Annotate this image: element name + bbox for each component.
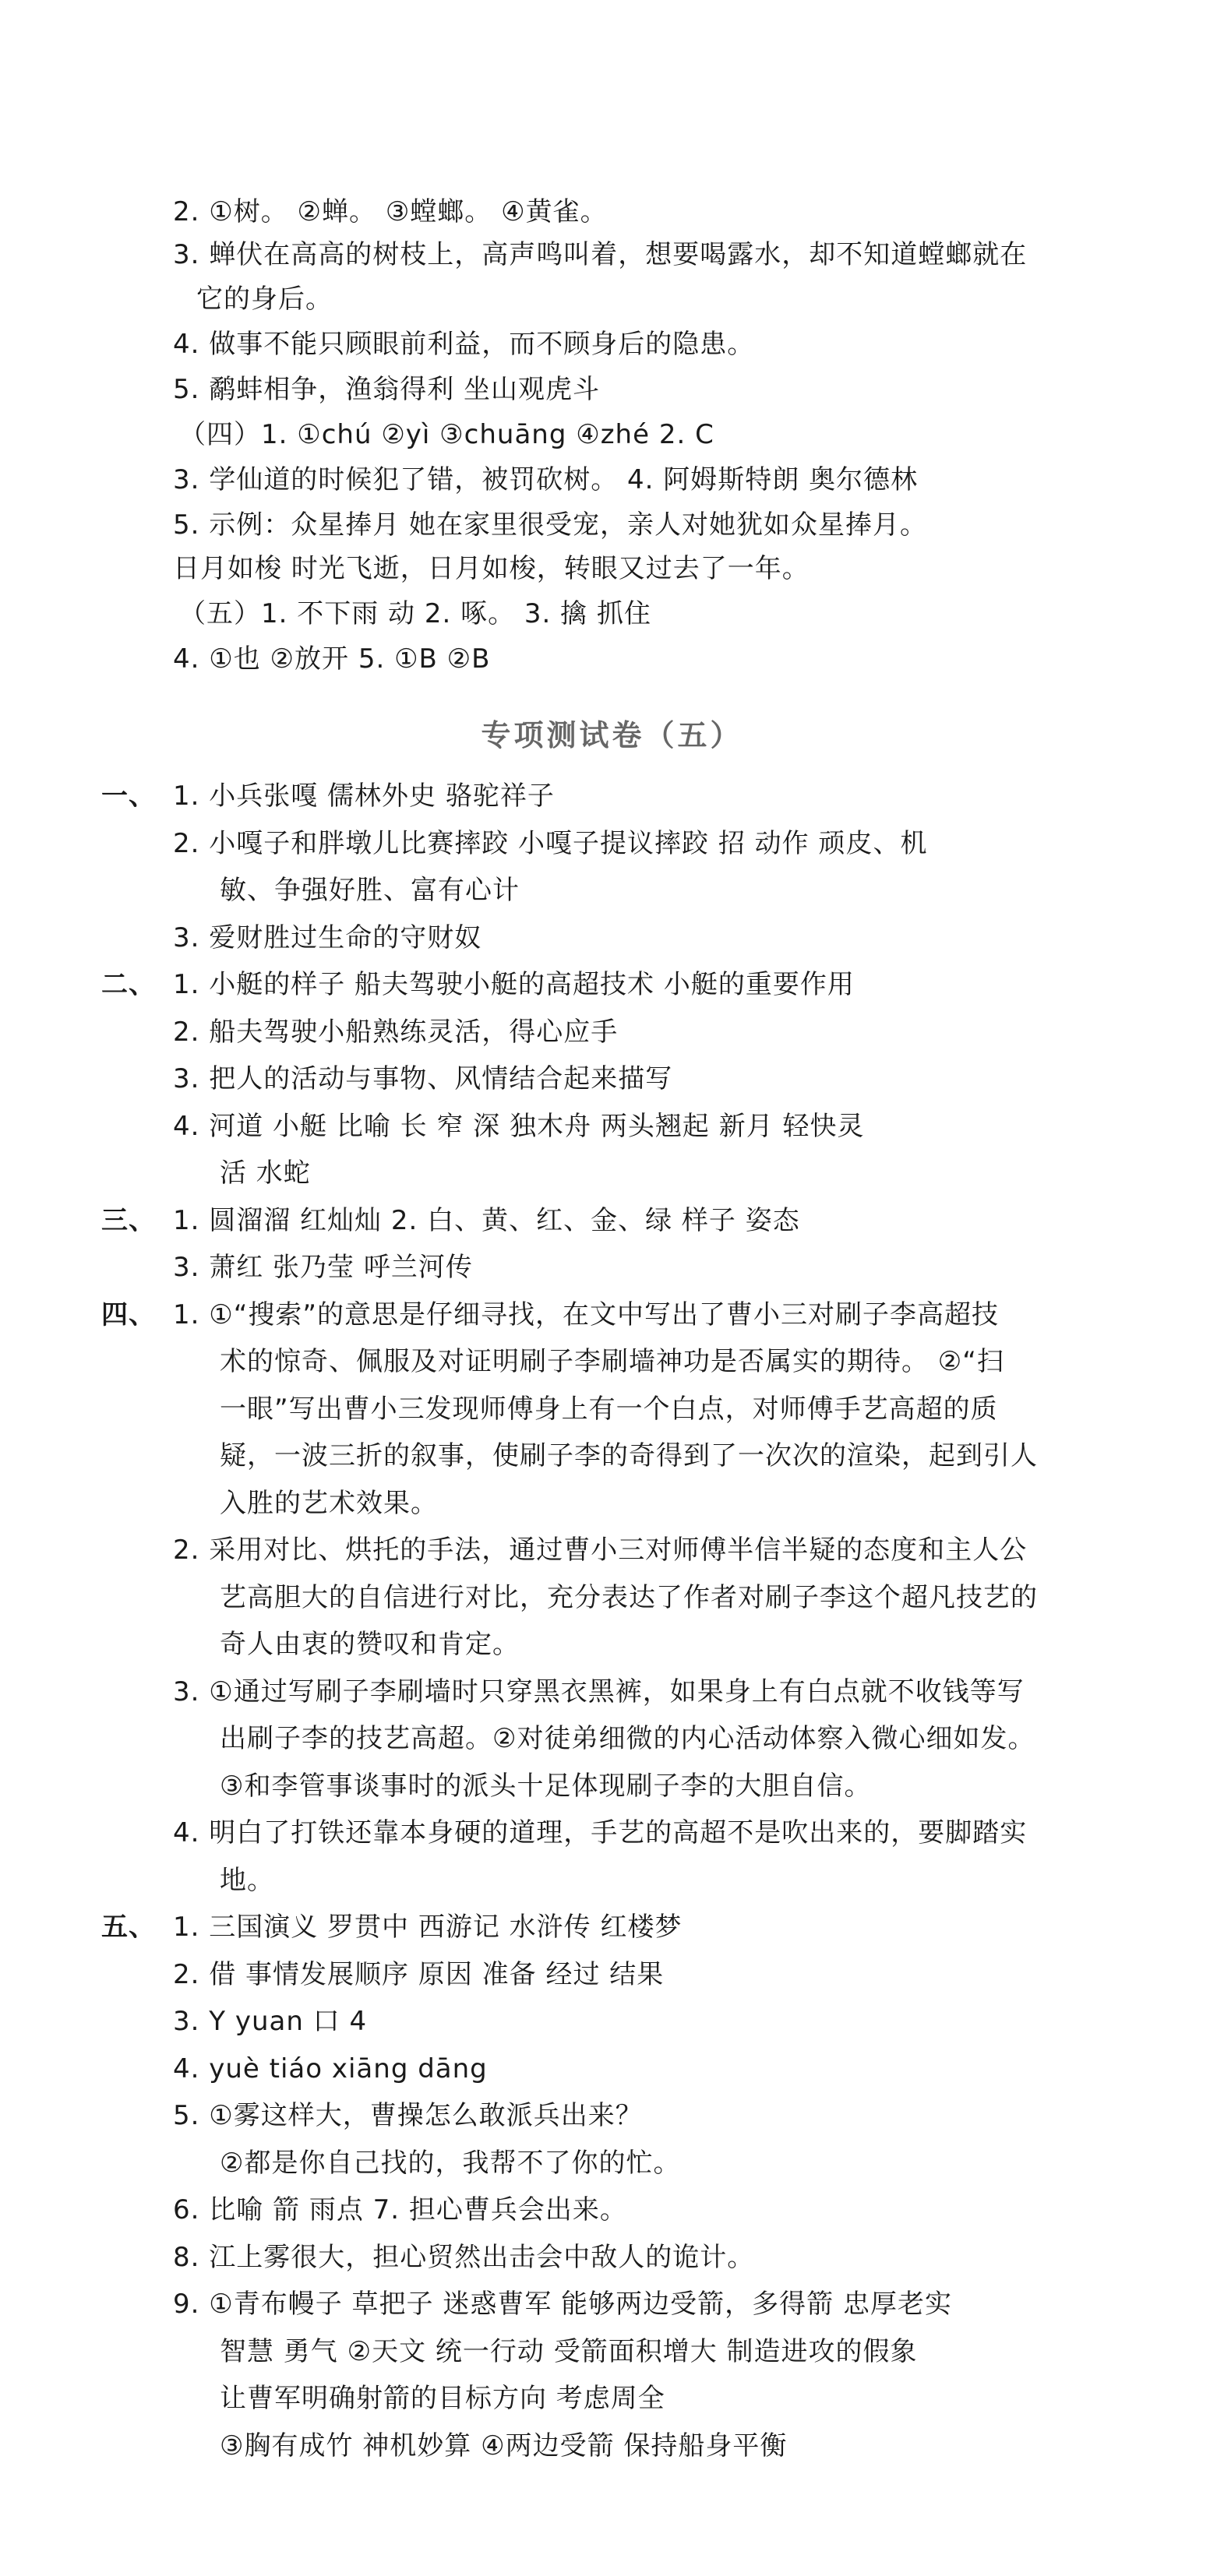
answer-line (220, 2335, 918, 2369)
question-number: 四、 (101, 1299, 156, 1330)
question-number: 三、 (101, 1205, 156, 1236)
answer-line (220, 1344, 1004, 1379)
answer-line (220, 873, 520, 907)
answer-text: 让曹军明确射箭的目标方向 考虑周全 (220, 2383, 665, 2414)
answer-line (101, 967, 855, 1002)
answer-text: 艺高胆大的自信进行对比，充分表达了作者对刷子李这个超凡技艺的 (220, 1582, 1038, 1613)
answer-line: 它的身后。 (196, 284, 333, 315)
answer-line (220, 2381, 665, 2416)
answer-line (173, 1062, 672, 1096)
answer-text: 一眼”写出曹小三发现师傅身上有一个白点，对师傅手艺高超的质 (220, 1394, 998, 1425)
answer-text: 3. 萧红 张乃莹 呼兰河传 (173, 1252, 473, 1283)
answer-line (101, 779, 555, 813)
answer-text: 3. 爱财胜过生命的守财奴 (173, 922, 482, 953)
answer-line (220, 1863, 274, 1898)
question-number: 一、 (101, 781, 156, 812)
answer-line (173, 2287, 952, 2321)
answer-line (173, 2240, 754, 2275)
answer-text: 3. Y yuan 口 4 (173, 2006, 368, 2037)
answer-text: 2. 小嘎子和胖墩儿比赛摔跤 小嘎子提议摔跤 招 动作 顽皮、机 (173, 828, 928, 859)
answer-text: 术的惊奇、佩服及对证明刷子李刷墙神功是否属实的期待。 ②“扫 (220, 1346, 1004, 1377)
answer-line (220, 2146, 680, 2180)
answer-text: 2. 采用对比、烘托的手法，通过曹小三对师傅半信半疑的态度和主人公 (173, 1535, 1028, 1566)
section-heading: 专项测试卷（五） (481, 718, 743, 752)
answer-line: 3. 学仙道的时候犯了错，被罚砍树。 4. 阿姆斯特朗 奥尔德林 (173, 464, 919, 495)
answer-text: 1. 小兵张嘎 儒林外史 骆驼祥子 (173, 781, 555, 812)
answer-text: 4. 明白了打铁还靠本身硬的道理，手艺的高超不是吹出来的，要脚踏实 (173, 1817, 1028, 1848)
answer-line (173, 2004, 367, 2039)
answer-text: 3. 把人的活动与事物、风情结合起来描写 (173, 1063, 673, 1094)
answer-text: 1. 小艇的样子 船夫驾驶小艇的高超技术 小艇的重要作用 (173, 969, 855, 1000)
answer-line (101, 1298, 999, 1332)
answer-text: 智慧 勇气 ②天文 统一行动 受箭面积增大 制造进攻的假象 (220, 2336, 918, 2367)
answer-line: 5. 鹬蚌相争，渔翁得利 坐山观虎斗 (173, 374, 601, 405)
answer-text: 5. ①雾这样大，曹操怎么敢派兵出来？ (173, 2100, 643, 2131)
answer-text: 1. ①“搜索”的意思是仔细寻找，在文中写出了曹小三对刷子李高超技 (173, 1299, 999, 1330)
answer-line: 4. 做事不能只顾眼前利益，而不顾身后的隐患。 (173, 329, 755, 360)
answer-line: 4. ①也 ②放开 5. ①B ②B (173, 643, 491, 675)
answer-line (101, 1910, 683, 1944)
answer-text: 4. 河道 小艇 比喻 长 窄 深 独木舟 两头翘起 新月 轻快灵 (173, 1111, 865, 1142)
answer-line (220, 1439, 1038, 1473)
answer-text: ③胸有成竹 神机妙算 ④两边受箭 保持船身平衡 (220, 2430, 788, 2461)
answer-text: 疑，一波三折的叙事，使刷子李的奇得到了一次次的渲染，起到引人 (220, 1440, 1038, 1471)
answer-text: 入胜的艺术效果。 (220, 1488, 438, 1519)
answer-text: 2. 借 事情发展顺序 原因 准备 经过 结果 (173, 1959, 665, 1990)
answer-line: （四）1. ①chú ②yì ③chuāng ④zhé 2. C (179, 419, 714, 450)
answer-text: ③和李管事谈事时的派头十足体现刷子李的大胆自信。 (220, 1771, 872, 1802)
answer-text: 6. 比喻 箭 雨点 7. 担心曹兵会出来。 (173, 2194, 627, 2225)
answer-text: 地。 (220, 1865, 274, 1896)
answer-text: 9. ①青布幔子 草把子 迷惑曹军 能够两边受箭，多得箭 忠厚老实 (173, 2289, 952, 2320)
answer-line (101, 1203, 800, 1238)
answer-line (173, 1109, 865, 1144)
answer-line: 2. ①树。 ②蝉。 ③螳螂。 ④黄雀。 (173, 196, 608, 227)
answer-line (173, 921, 481, 955)
answer-line (220, 1627, 520, 1662)
answer-line: 5. 示例：众星捧月 她在家里很受宠，亲人对她犹如众星捧月。 (173, 509, 928, 541)
answer-text: 2. 船夫驾驶小船熟练灵活，得心应手 (173, 1017, 619, 1048)
answer-line (173, 2193, 627, 2227)
answer-line (173, 1675, 1025, 1709)
answer-line: 3. 蝉伏在高高的树枝上，高声鸣叫着，想要喝露水，却不知道螳螂就在 (173, 239, 1028, 270)
question-number: 五、 (101, 1912, 156, 1943)
answer-line (220, 1721, 1035, 1756)
answer-line (173, 1958, 664, 1992)
answer-text: 奇人由衷的赞叹和肯定。 (220, 1629, 520, 1660)
answer-line (220, 1486, 438, 1521)
answer-line (173, 1250, 473, 1284)
answer-line (220, 1156, 311, 1190)
answer-line (173, 2099, 643, 2133)
answer-text: 8. 江上雾很大，担心贸然出击会中敌人的诡计。 (173, 2242, 755, 2273)
answer-line (173, 1015, 618, 1049)
answer-text: 出刷子李的技艺高超。②对徒弟细微的内心活动体察入微心细如发。 (220, 1723, 1035, 1754)
answer-line (173, 826, 927, 861)
answer-text: 4. yuè tiáo xiāng dāng (173, 2053, 488, 2084)
answer-line (220, 1769, 871, 1803)
answer-line (220, 1392, 998, 1426)
answer-line: （五）1. 不下雨 动 2. 啄。 3. 擒 抓住 (179, 598, 651, 629)
answer-line (220, 2429, 787, 2463)
answer-line (173, 1816, 1027, 1850)
answer-line: 日月如梭 时光飞逝，日月如梭，转眼又过去了一年。 (173, 553, 810, 584)
answer-text: 3. ①通过写刷子李刷墙时只穿黑衣黑裤，如果身上有白点就不收钱等写 (173, 1676, 1025, 1707)
answer-text: 1. 圆溜溜 红灿灿 2. 白、黄、红、金、绿 样子 姿态 (173, 1205, 800, 1236)
answer-text: 敏、争强好胜、富有心计 (220, 875, 520, 906)
answer-text: 1. 三国演义 罗贯中 西游记 水浒传 红楼梦 (173, 1912, 683, 1943)
answer-line (173, 2052, 488, 2086)
answer-line (173, 1533, 1027, 1567)
answer-text: ②都是你自己找的，我帮不了你的忙。 (220, 2148, 681, 2179)
answer-line (220, 1580, 1038, 1615)
question-number: 二、 (101, 969, 156, 1000)
answer-text: 活 水蛇 (220, 1158, 311, 1189)
